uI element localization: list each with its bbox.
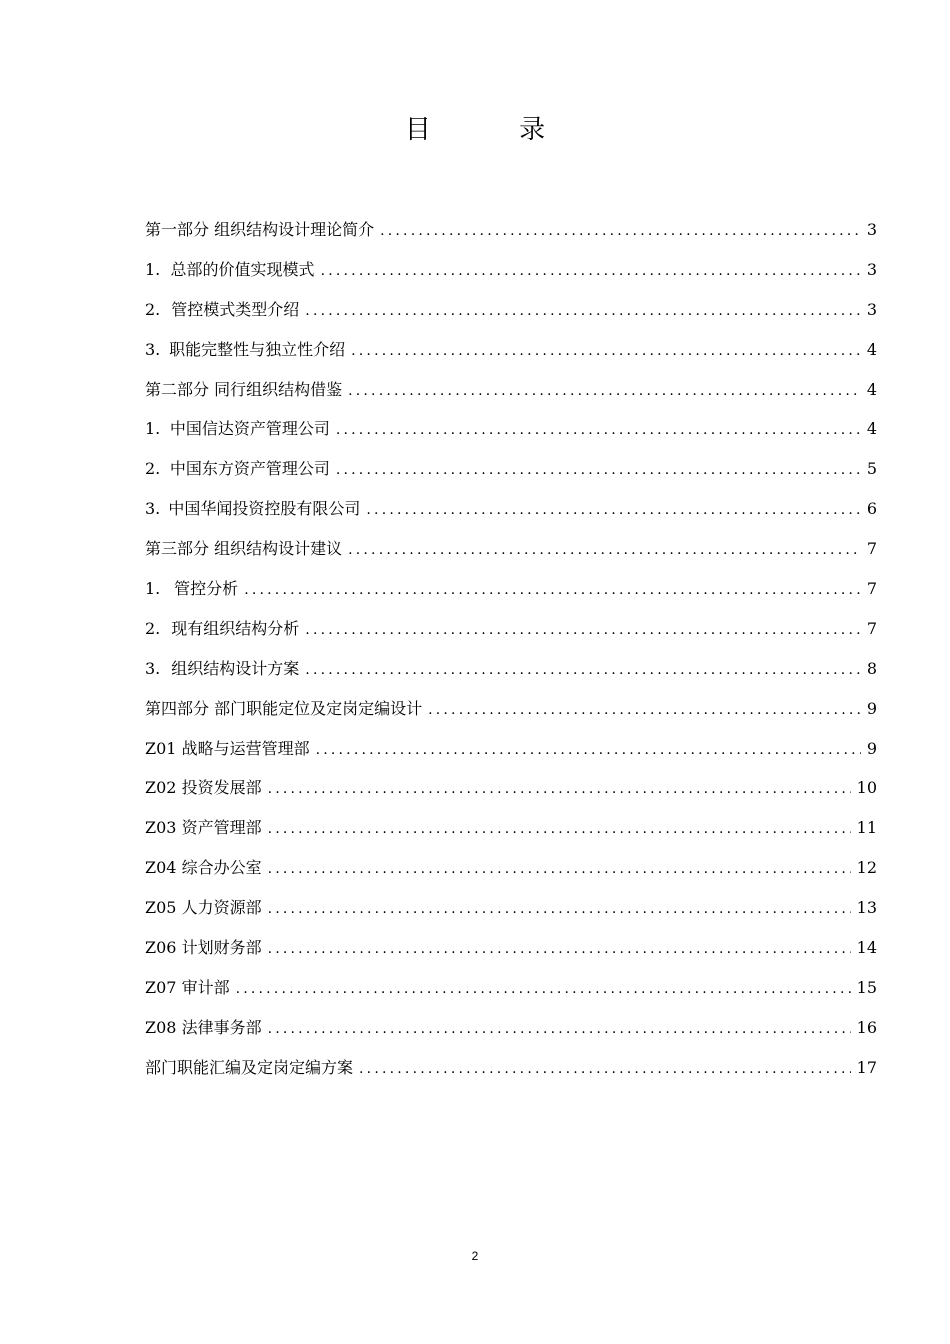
toc-dot-leader — [305, 611, 861, 651]
toc-entry-page: 6 — [866, 499, 877, 519]
toc-entry-page: 17 — [856, 1057, 877, 1077]
toc-dot-leader — [336, 451, 861, 491]
toc-entry-label: 中国华闻投资控股有限公司 — [168, 499, 361, 519]
toc-entry[interactable] — [145, 768, 877, 808]
toc-dot-leader — [321, 252, 861, 292]
toc-entry-number: 1. — [145, 579, 161, 599]
toc-dot-leader — [244, 571, 861, 611]
toc-entry-number: 2. — [145, 459, 161, 479]
toc-dot-leader — [428, 691, 861, 731]
toc-entry-page: 10 — [856, 778, 877, 798]
table-of-contents — [145, 210, 877, 1088]
toc-entry[interactable] — [145, 370, 877, 410]
toc-dot-leader — [268, 770, 851, 810]
toc-entry[interactable] — [145, 250, 877, 290]
toc-entry-page: 3 — [866, 220, 877, 239]
toc-entry-label: Z08 法律事务部 — [145, 1017, 262, 1037]
toc-entry-number: 2. — [145, 618, 161, 638]
toc-entry-page: 7 — [866, 539, 877, 559]
toc-entry-number: 1. — [145, 419, 161, 439]
toc-entry-label: 第一部分 组织结构设计理论简介 — [145, 220, 375, 239]
toc-dot-leader — [268, 890, 851, 930]
toc-dot-leader — [351, 332, 861, 372]
toc-entry[interactable] — [145, 968, 877, 1008]
toc-entry-label: 第三部分 组织结构设计建议 — [145, 539, 343, 559]
toc-entry[interactable] — [145, 330, 877, 370]
toc-entry-label: Z01 战略与运营管理部 — [145, 738, 310, 758]
toc-entry-number: 1. — [145, 259, 161, 279]
toc-dot-leader — [305, 651, 861, 691]
toc-entry-page: 13 — [856, 898, 877, 918]
toc-entry-label: 部门职能汇编及定岗定编方案 — [145, 1057, 354, 1077]
toc-entry-number: 3. — [145, 658, 161, 678]
toc-entry-label: Z03 资产管理部 — [145, 818, 262, 838]
toc-entry[interactable] — [145, 529, 877, 569]
toc-entry-label: Z07 审计部 — [145, 977, 230, 997]
toc-entry-page: 9 — [866, 738, 877, 758]
toc-dot-leader — [268, 930, 851, 970]
toc-entry-label: 职能完整性与独立性介绍 — [169, 339, 346, 359]
toc-entry-label: 中国信达资产管理公司 — [169, 419, 330, 439]
toc-dot-leader — [316, 731, 861, 771]
toc-entry-number: 3. — [145, 499, 161, 519]
toc-entry[interactable] — [145, 649, 877, 689]
toc-entry[interactable] — [145, 210, 877, 250]
toc-entry[interactable] — [145, 1048, 877, 1088]
toc-entry-label: 中国东方资产管理公司 — [169, 459, 330, 479]
toc-entry-label: 管控模式类型介绍 — [171, 299, 300, 319]
toc-dot-leader — [348, 372, 861, 412]
toc-entry-label: 总部的价值实现模式 — [170, 259, 315, 279]
toc-dot-leader — [268, 810, 851, 850]
toc-entry-number: 3. — [145, 339, 161, 359]
toc-dot-leader — [236, 970, 851, 1010]
toc-entry[interactable] — [145, 729, 877, 769]
toc-entry-label: Z02 投资发展部 — [145, 778, 262, 798]
toc-entry[interactable] — [145, 290, 877, 330]
toc-title: 目 录 — [404, 115, 586, 145]
toc-entry[interactable] — [145, 409, 877, 449]
toc-entry[interactable] — [145, 1008, 877, 1048]
toc-entry-page: 7 — [866, 579, 877, 599]
toc-entry-label: 管控分析 — [174, 579, 239, 599]
toc-entry-page: 14 — [856, 938, 877, 958]
toc-entry-label: 第四部分 部门职能定位及定岗定编设计 — [145, 698, 423, 718]
toc-entry-number: 2. — [145, 299, 161, 319]
toc-entry-page: 4 — [866, 339, 877, 359]
page-number: 2 — [471, 1249, 479, 1263]
toc-entry-page: 12 — [856, 858, 877, 878]
toc-entry[interactable] — [145, 489, 877, 529]
toc-dot-leader — [348, 531, 861, 571]
toc-dot-leader — [268, 850, 851, 890]
toc-entry-page: 8 — [866, 658, 877, 678]
toc-entry-label: Z06 计划财务部 — [145, 938, 262, 958]
toc-entry[interactable] — [145, 808, 877, 848]
toc-entry-page: 11 — [856, 818, 877, 838]
toc-entry[interactable] — [145, 569, 877, 609]
toc-entry[interactable] — [145, 449, 877, 489]
toc-entry[interactable] — [145, 609, 877, 649]
toc-entry-page: 4 — [866, 419, 877, 439]
toc-entry-page: 5 — [866, 459, 877, 479]
toc-entry-label: 组织结构设计方案 — [171, 658, 300, 678]
toc-entry-page: 16 — [856, 1017, 877, 1037]
toc-entry[interactable] — [145, 888, 877, 928]
toc-dot-leader — [380, 212, 861, 252]
toc-entry-page: 3 — [866, 259, 877, 279]
toc-entry-page: 15 — [856, 977, 877, 997]
toc-entry-label: 第二部分 同行组织结构借鉴 — [145, 379, 343, 399]
toc-entry-label: Z05 人力资源部 — [145, 898, 262, 918]
toc-entry[interactable] — [145, 689, 877, 729]
toc-entry-label: Z04 综合办公室 — [145, 858, 262, 878]
toc-entry-label: 现有组织结构分析 — [171, 618, 300, 638]
toc-entry-page: 4 — [866, 379, 877, 399]
toc-dot-leader — [336, 411, 861, 451]
toc-entry-page: 9 — [866, 698, 877, 718]
toc-entry[interactable] — [145, 928, 877, 968]
toc-entry-page: 3 — [866, 299, 877, 319]
toc-entry[interactable] — [145, 848, 877, 888]
toc-dot-leader — [305, 292, 861, 332]
toc-dot-leader — [359, 1050, 851, 1090]
toc-dot-leader — [366, 491, 860, 531]
toc-entry-page: 7 — [866, 618, 877, 638]
toc-dot-leader — [268, 1010, 851, 1050]
